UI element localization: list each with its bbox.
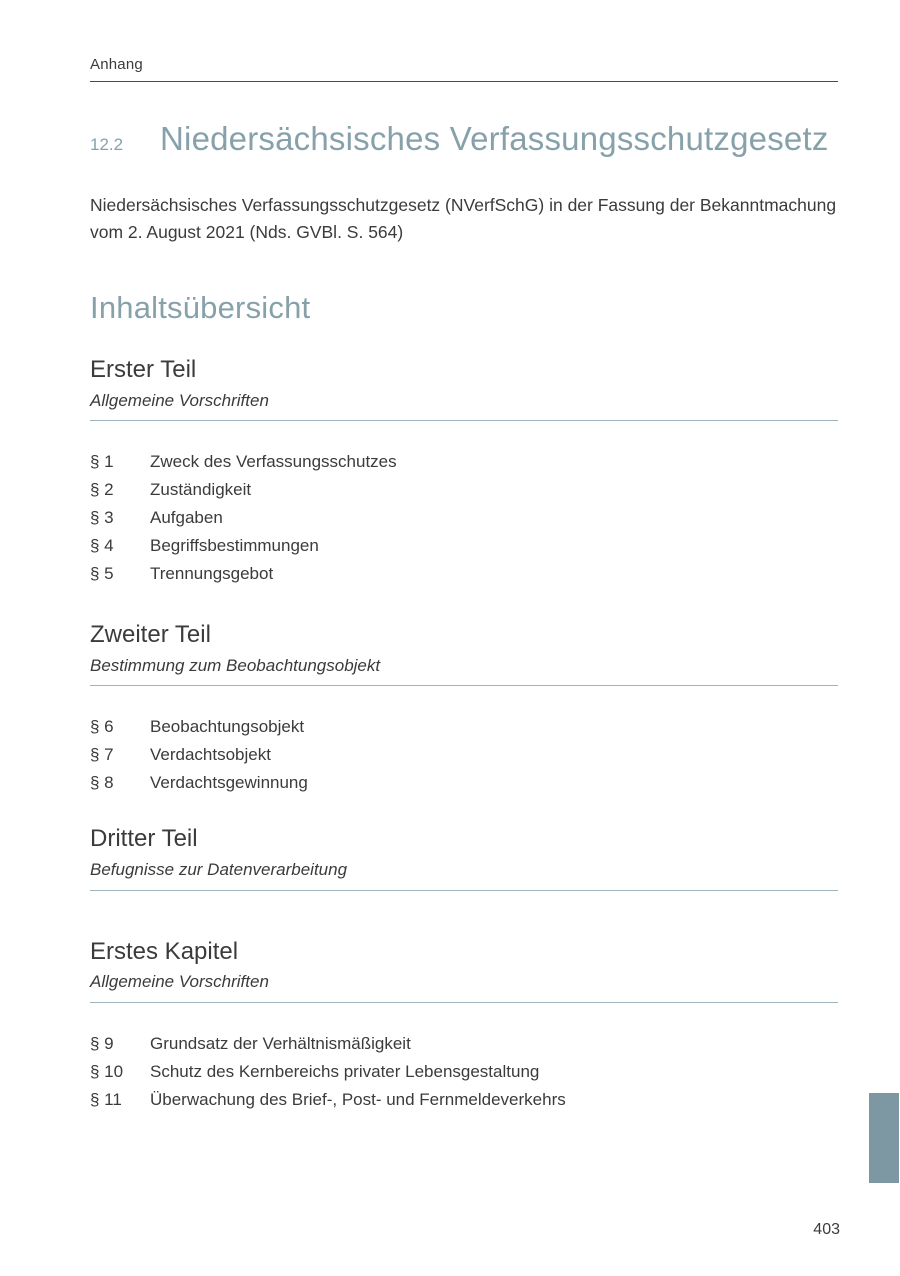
toc-section-dritter-teil [90,825,838,890]
section-heading: Erstes Kapitel [90,937,239,965]
section-head [90,938,838,1003]
section-subtitle: Allgemeine Vorschriften [90,390,269,410]
entry-number: § 9 [90,1033,114,1053]
entry-label: Verdachtsgewinnung [150,773,308,793]
section-head [90,621,838,686]
entry-label: Trennungsgebot [150,564,274,584]
running-head [90,56,838,82]
toc-section-erster-teil [90,356,838,588]
page-content [90,0,838,1114]
entry-number: § 3 [90,508,114,528]
section-head [90,825,838,890]
toc-entry [90,1030,838,1058]
toc-entry [90,741,838,769]
entry-number: § 5 [90,564,114,584]
entry-label: Grundsatz der Verhältnismäßigkeit [150,1033,411,1053]
page-number: 403 [813,1221,840,1238]
toc-entries [90,1030,838,1114]
entry-label: Begriffsbestimmungen [150,536,319,556]
toc-entries [90,713,838,797]
running-head-label: Anhang [90,56,143,73]
entry-label: Zuständigkeit [150,480,252,500]
chapter-title: Niedersächsisches Verfassungsschutzgesetz [160,120,829,157]
entry-label: Beobachtungsobjekt [150,717,305,737]
entry-number: § 10 [90,1061,124,1081]
section-subtitle: Befugnisse zur Datenverarbeitung [90,860,348,880]
entry-label: Verdachtsobjekt [150,745,271,765]
toc-section-zweiter-teil [90,621,838,797]
toc-entry [90,532,838,560]
toc-title: Inhaltsübersicht [90,290,311,325]
entry-number: § 4 [90,536,114,556]
section-heading: Zweiter Teil [90,621,211,649]
toc-entry [90,476,838,504]
toc-entry [90,1058,838,1086]
section-subtitle: Bestimmung zum Beobachtungsobjekt [90,655,381,675]
chapter-number: 12.2 [90,135,124,154]
entry-number: § 2 [90,480,114,500]
section-heading: Dritter Teil [90,825,198,853]
intro-paragraph: Niedersächsisches Verfassungsschutzgesetz (NVerfSchG) in der Fassung der Bekanntmachung vom 2. August 2021 (Nds. GVBl. S. 564) [90,195,837,242]
entry-number: § 1 [90,452,114,472]
entry-number: § 8 [90,773,114,793]
entry-number: § 11 [90,1089,122,1109]
entry-label: Schutz des Kernbereichs privater Lebensgestaltung [150,1061,540,1081]
section-heading: Erster Teil [90,356,197,383]
entry-label: Zweck des Verfassungsschutzes [150,452,397,472]
section-subtitle: Allgemeine Vorschriften [90,972,269,992]
section-head [90,356,838,421]
toc-entry [90,448,838,476]
entry-number: § 6 [90,717,114,737]
toc-entry [90,769,838,797]
entry-label: Aufgaben [150,508,223,528]
toc-entries [90,448,838,588]
toc-entry [90,713,838,741]
entry-label: Überwachung des Brief-, Post- und Fernmeldeverkehrs [150,1089,566,1109]
toc-section-erstes-kapitel [90,938,838,1114]
toc-entry [90,560,838,588]
toc-entry [90,504,838,532]
entry-number: § 7 [90,745,114,765]
bookmark-tab [869,1093,899,1183]
chapter-title-row [90,120,838,158]
toc-entry [90,1086,838,1114]
